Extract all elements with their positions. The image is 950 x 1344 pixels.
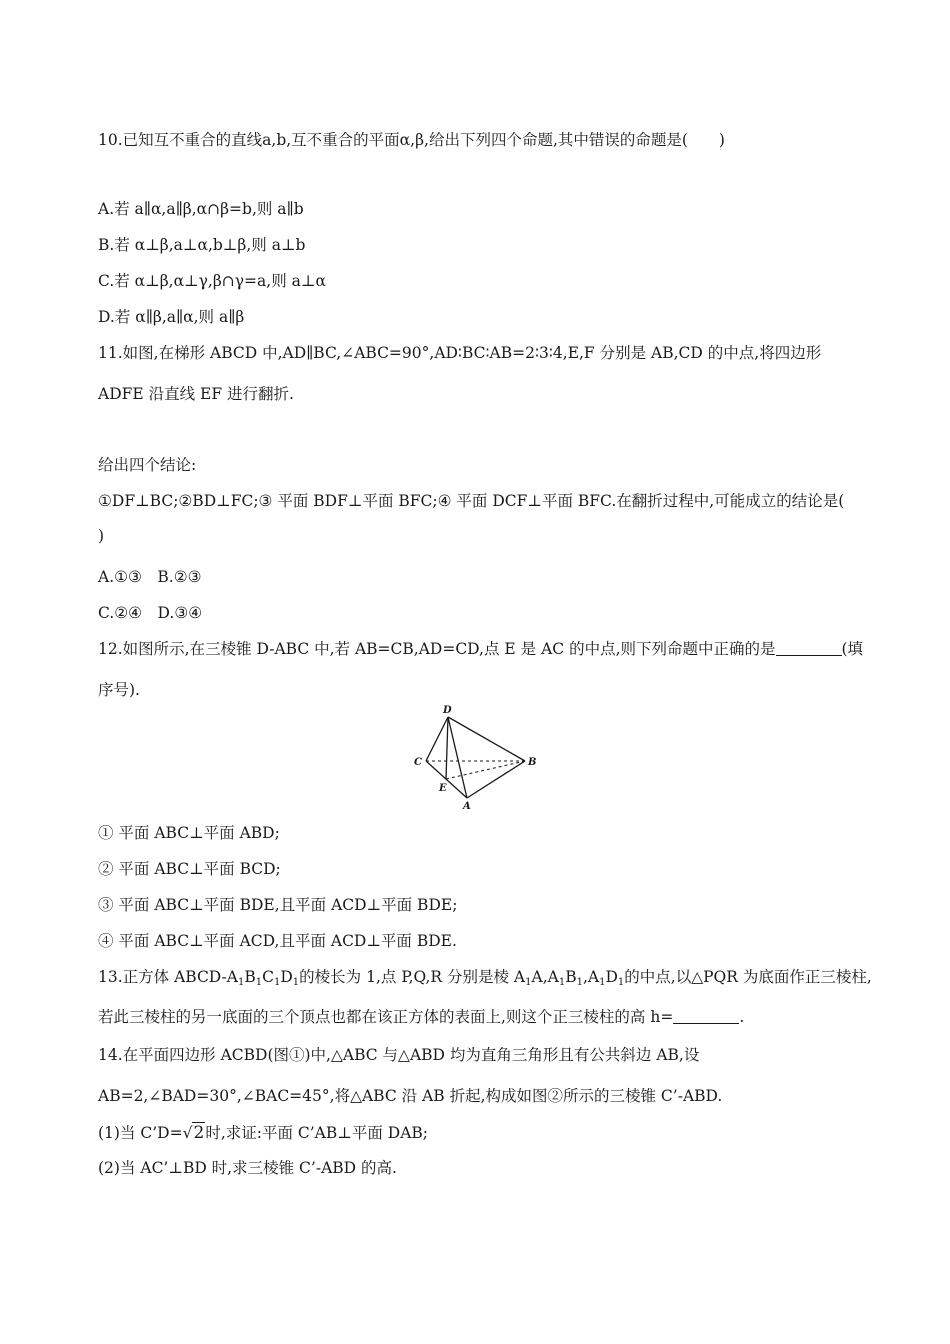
edge-da (448, 717, 467, 798)
q12-stem-text: 12.如图所示,在三棱锥 D-ABC 中,若 AB=CB,AD=CD,点 E 是 AC 的中点,则下列命题中正确的是 (98, 640, 776, 658)
q10-option-b: B.若 α⊥β,a⊥α,b⊥β,则 a⊥b (98, 236, 306, 254)
q10-stem: 10.已知互不重合的直线a,b,互不重合的平面α,β,给出下列四个命题,其中错误的命题是( ) (98, 131, 725, 149)
q14-part2: (2)当 AC’⊥BD 时,求三棱锥 C’-ABD 的高. (98, 1159, 397, 1177)
sqrt-two: √2 (182, 1123, 205, 1143)
q12-statement-3: ③ 平面 ABC⊥平面 BDE,且平面 ACD⊥平面 BDE; (98, 896, 458, 914)
q12-tetrahedron-figure (405, 703, 545, 813)
q14-stem-line1: 14.在平面四边形 ACBD(图①)中,△ABC 与△ABD 均为直角三角形且有公共斜边 AB,设 (98, 1046, 700, 1064)
label-d: D (443, 705, 452, 716)
edge-ab (467, 761, 525, 798)
q12-statement-2: ② 平面 ABC⊥平面 BCD; (98, 860, 281, 878)
edge-eb-hidden (446, 761, 525, 779)
q11-conclusions: ①DF⊥BC;②BD⊥FC;③ 平面 BDF⊥平面 BFC;④ 平面 DCF⊥平面 BFC.在翻折过程中,可能成立的结论是( (98, 492, 845, 510)
label-c: C (414, 757, 422, 768)
q12-statement-4: ④ 平面 ABC⊥平面 ACD,且平面 ACD⊥平面 BDE. (98, 932, 457, 950)
q14-part1: (1)当 C’D=√2时,求证:平面 C’AB⊥平面 DAB; (98, 1123, 428, 1143)
q10-option-a: A.若 a∥α,a∥β,α∩β=b,则 a∥b (98, 200, 304, 218)
q11-options-ab: A.①③ B.②③ (98, 568, 202, 586)
label-a: A (463, 801, 471, 812)
q12-stem-line2: 序号). (98, 681, 140, 699)
q14-stem-line2: AB=2,∠BAD=30°,∠BAC=45°,将△ABC 沿 AB 折起,构成如图②所示的三棱锥 C’-ABD. (98, 1087, 723, 1105)
label-b: B (528, 757, 537, 768)
q12-stem-line1 (98, 637, 863, 659)
q12-stem-tail: (填 (841, 640, 864, 658)
edge-dc (426, 717, 448, 761)
q11-stem-line1: 11.如图,在梯形 ABCD 中,AD∥BC,∠ABC=90°,AD∶BC∶AB=2∶3∶4,E,F 分别是 AB,CD 的中点,将四边形 (98, 344, 822, 362)
q11-close-paren: ) (98, 527, 105, 545)
q11-options-cd: C.②④ D.③④ (98, 604, 203, 622)
q10-option-c: C.若 α⊥β,α⊥γ,β∩γ=a,则 a⊥α (98, 272, 326, 290)
q11-given: 给出四个结论: (98, 456, 197, 474)
q12-answer-blank (776, 641, 842, 656)
q12-statement-1: ① 平面 ABC⊥平面 ABD; (98, 824, 280, 842)
edge-de (446, 717, 448, 779)
label-e: E (439, 783, 447, 794)
q13-stem-line2: 若此三棱柱的另一底面的三个顶点也都在该正方体的表面上,则这个正三棱柱的高 h= . (98, 1008, 745, 1026)
q11-stem-line2: ADFE 沿直线 EF 进行翻折. (98, 385, 294, 403)
q13-answer-blank (673, 1009, 739, 1024)
edge-db (448, 717, 525, 761)
q10-option-d: D.若 α∥β,a∥α,则 a∥β (98, 308, 245, 326)
q13-stem-line1: 13.正方体 ABCD-$A_1B_1C_1D_1$的棱长为 1,点 P,Q,R 分别是棱 $A_1A,A_1B_1,A_1D_1$的中点,以△PQR 为底面作正三棱柱, (98, 968, 872, 988)
